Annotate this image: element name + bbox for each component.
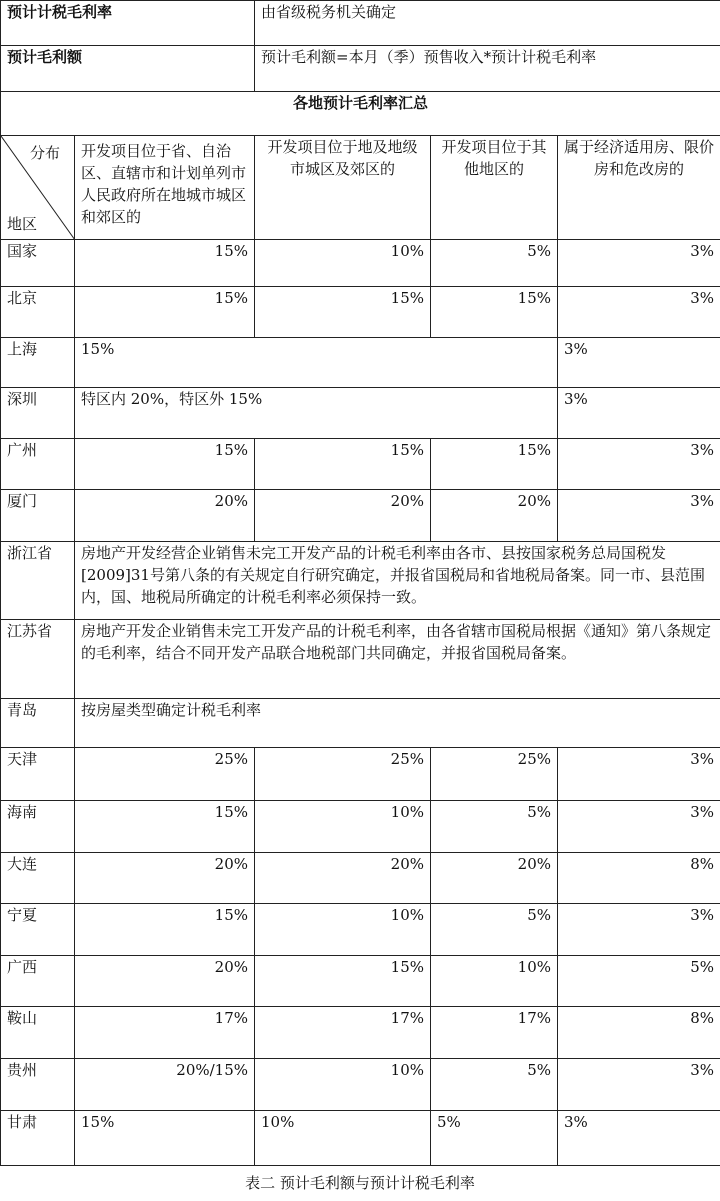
rate-cell: 3% [558,1059,720,1111]
gross-rate-value: 由省级税务机关确定 [255,1,720,46]
rate-cell: 20% [431,853,558,904]
summary-title-row [1,92,720,136]
rate-cell: 5% [431,1111,558,1166]
region-cell: 国家 [1,240,75,287]
rate-cell-merged: 15% [75,338,558,388]
rate-cell: 5% [431,240,558,287]
rate-cell: 8% [558,1007,720,1059]
rate-cell: 25% [255,748,431,801]
rate-cell: 15% [255,956,431,1007]
header-col-affordable: 属于经济适用房、限价房和危改房的 [558,136,720,240]
region-cell: 浙江省 [1,542,75,620]
rate-cell: 5% [431,801,558,853]
rate-cell: 20% [255,853,431,904]
rate-cell: 3% [558,748,720,801]
rate-cell: 15% [75,1111,255,1166]
rate-cell: 17% [255,1007,431,1059]
rate-cell: 10% [255,904,431,956]
rate-cell: 15% [75,439,255,490]
policy-text-cell: 房地产开发经营企业销售未完工开发产品的计税毛利率由各市、县按国家税务总局国税发[2009]31号第八条的有关规定自行研究确定，并报省国税局和省地税局备案。同一市、县范围内，国、地税局所确定的计税毛利率必须保持一致。 [75,542,720,620]
rate-cell: 25% [431,748,558,801]
rate-cell: 15% [75,287,255,338]
rate-cell: 5% [558,956,720,1007]
region-cell: 甘肃 [1,1111,75,1166]
table-row [1,388,720,439]
table-row [1,240,720,287]
table-row [1,1059,720,1111]
rate-cell: 17% [75,1007,255,1059]
region-cell: 广州 [1,439,75,490]
header-col-provincial: 开发项目位于省、自治区、直辖市和计划单列市人民政府所在地城市城区和郊区的 [75,136,255,240]
summary-title: 各地预计毛利率汇总 [1,92,720,136]
policy-text-cell: 房地产开发企业销售未完工开发产品的计税毛利率，由各省辖市国税局根据《通知》第八条规定的毛利率，结合不同开发产品联合地税部门共同确定，并报省国税局备案。 [75,620,720,699]
rate-cell: 3% [558,904,720,956]
rate-cell: 20% [75,853,255,904]
rate-cell: 15% [431,287,558,338]
region-cell: 北京 [1,287,75,338]
table-row [1,1111,720,1166]
header-col-prefecture: 开发项目位于地及地级市城区及郊区的 [255,136,431,240]
rate-cell: 10% [255,1111,431,1166]
policy-text-cell: 按房屋类型确定计税毛利率 [75,699,720,748]
rate-cell: 15% [431,439,558,490]
rate-cell: 3% [558,240,720,287]
region-cell: 鞍山 [1,1007,75,1059]
rate-cell: 10% [255,240,431,287]
table-row [1,699,720,748]
rate-cell: 20% [75,956,255,1007]
gross-amount-label: 预计毛利额 [1,46,255,92]
table-row [1,853,720,904]
corner-bottom-label: 地区 [7,215,38,233]
rate-cell: 10% [255,801,431,853]
info-row-gross-rate [1,1,720,46]
rate-cell: 3% [558,439,720,490]
rate-cell: 20% [431,490,558,542]
region-cell: 上海 [1,338,75,388]
rate-cell: 8% [558,853,720,904]
rate-cell: 20%/15% [75,1059,255,1111]
table-row [1,439,720,490]
corner-top-label: 分布 [29,144,60,162]
region-cell: 大连 [1,853,75,904]
region-cell: 厦门 [1,490,75,542]
table-row [1,904,720,956]
region-cell: 宁夏 [1,904,75,956]
table-caption: 表二 预计毛利额与预计计税毛利率 [245,1174,475,1192]
rate-cell: 3% [558,388,720,439]
header-col-other: 开发项目位于其他地区的 [431,136,558,240]
rate-cell: 25% [75,748,255,801]
region-cell: 天津 [1,748,75,801]
rate-cell-merged: 特区内 20%，特区外 15% [75,388,558,439]
table-row [1,748,720,801]
rate-cell: 3% [558,287,720,338]
rate-cell: 3% [558,801,720,853]
rate-cell: 3% [558,338,720,388]
table-row [1,956,720,1007]
rate-cell: 10% [255,1059,431,1111]
rate-cell: 15% [255,287,431,338]
table-row [1,287,720,338]
rate-cell: 5% [431,1059,558,1111]
rate-cell: 3% [558,490,720,542]
rate-cell: 5% [431,904,558,956]
region-cell: 深圳 [1,388,75,439]
gross-rate-label: 预计计税毛利率 [1,1,255,46]
region-cell: 海南 [1,801,75,853]
gross-amount-value: 预计毛利额=本月（季）预售收入*预计计税毛利率 [255,46,720,92]
table-row [1,620,720,699]
rate-cell: 15% [255,439,431,490]
table-row [1,1007,720,1059]
rate-cell: 15% [75,904,255,956]
rate-cell: 10% [431,956,558,1007]
region-cell: 贵州 [1,1059,75,1111]
header-corner [1,136,75,240]
rate-cell: 20% [75,490,255,542]
rate-cell: 15% [75,801,255,853]
rate-cell: 17% [431,1007,558,1059]
region-cell: 江苏省 [1,620,75,699]
header-row [1,136,720,240]
table-row [1,490,720,542]
table-row [1,338,720,388]
table-row [1,801,720,853]
rate-cell: 20% [255,490,431,542]
region-cell: 青岛 [1,699,75,748]
table-row [1,542,720,620]
rate-cell: 15% [75,240,255,287]
rate-cell: 3% [558,1111,720,1166]
region-cell: 广西 [1,956,75,1007]
info-row-gross-amount [1,46,720,92]
